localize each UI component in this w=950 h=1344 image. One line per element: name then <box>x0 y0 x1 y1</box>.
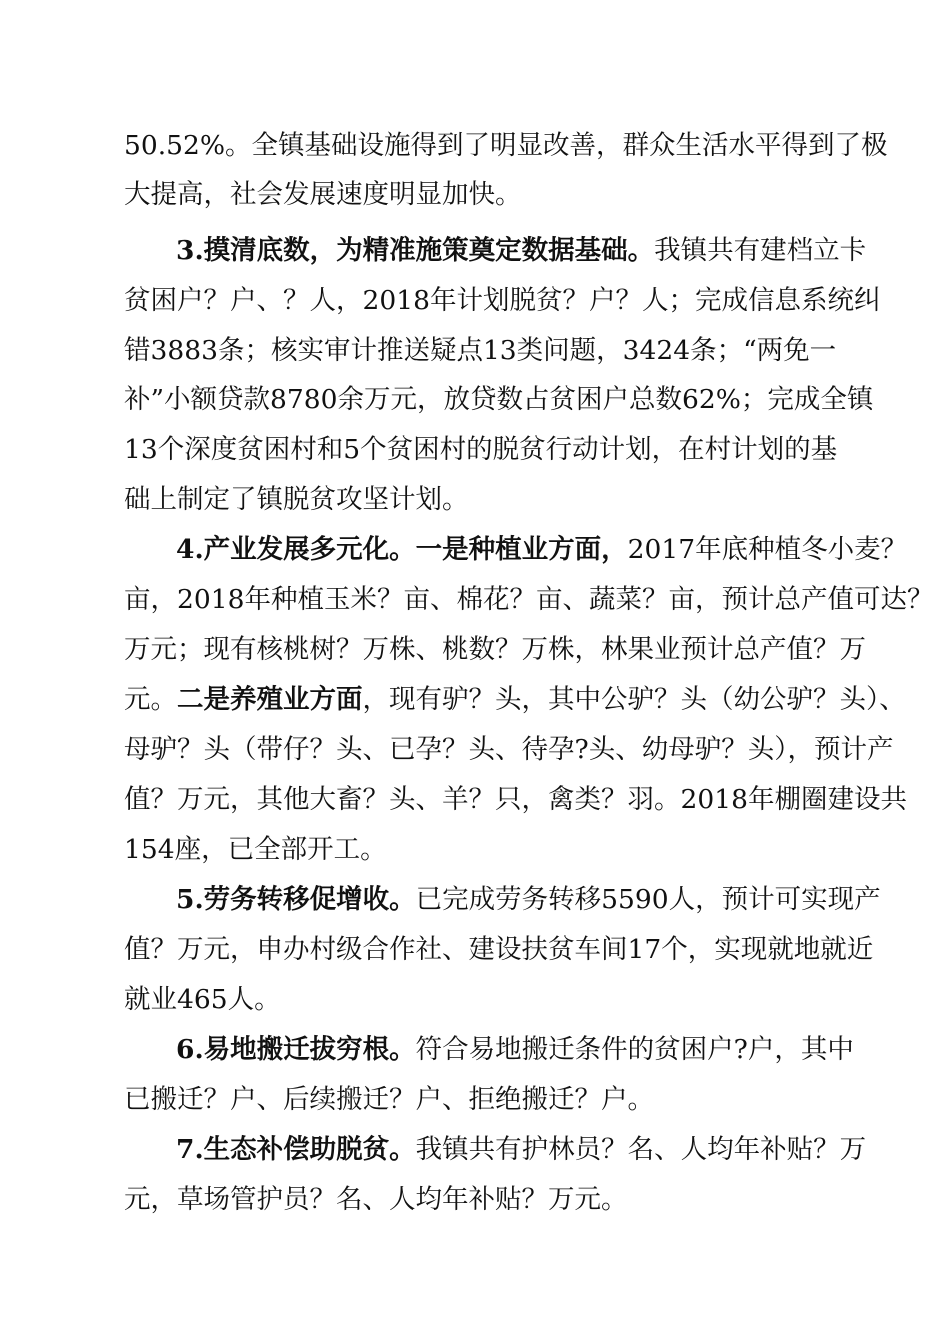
text-run: 2017年底种植冬小麦？ <box>627 534 908 565</box>
text-line <box>124 583 933 617</box>
text-line <box>124 334 836 368</box>
subheading: 二是养殖业方面 <box>177 684 363 715</box>
text-run: 元，草场管护员？名、人均年补贴？万元。 <box>124 1184 628 1215</box>
text-run: 元。 <box>124 684 177 715</box>
text-run: 大提高，社会发展速度明显加快。 <box>124 179 522 210</box>
text-line <box>124 129 888 163</box>
text-run: 我镇共有建档立卡 <box>654 235 867 266</box>
text-run: 错3883条；核实审计推送疑点13类问题，3424条；“两免一 <box>124 335 837 366</box>
text-line <box>124 833 387 867</box>
text-line <box>124 1183 628 1217</box>
text-line <box>124 633 866 667</box>
text-run: 就业465人。 <box>124 984 281 1015</box>
text-run: 贫困户？户、？人，2018年计划脱贫？户？人；完成信息系统纠 <box>124 285 881 316</box>
section-heading-line <box>176 533 907 567</box>
text-run: 154座，已全部开工。 <box>124 834 387 865</box>
section-heading-line <box>176 1133 866 1167</box>
section-heading: 4.产业发展多元化。一是种植业方面， <box>176 534 628 565</box>
section-heading: 5.劳务转移促增收。 <box>176 884 416 915</box>
section-heading-line <box>176 883 881 917</box>
section-heading: 7.生态补偿助脱贫。 <box>176 1134 416 1165</box>
text-run: 已搬迁？户、后续搬迁？户、拒绝搬迁？户。 <box>124 1084 654 1115</box>
text-line <box>124 433 837 467</box>
text-line <box>124 284 880 318</box>
text-line <box>124 383 873 417</box>
text-line <box>124 1083 654 1117</box>
text-run: 符合易地搬迁条件的贫困户?户，其中 <box>415 1034 854 1065</box>
text-run: 值？万元，其他大畜？头、羊？只，禽类？羽。2018年棚圈建设共 <box>124 784 907 815</box>
text-line <box>124 178 522 212</box>
text-run: 础上制定了镇脱贫攻坚计划。 <box>124 484 469 515</box>
text-line <box>124 483 469 517</box>
text-line <box>124 733 893 767</box>
text-run: 13个深度贫困村和5个贫困村的脱贫行动计划，在村计划的基 <box>124 434 838 465</box>
text-run: ，现有驴？头，其中公驴？头（幼公驴？头）、 <box>362 684 906 715</box>
text-line <box>124 783 907 817</box>
text-line <box>124 933 873 967</box>
text-run: 已完成劳务转移5590人，预计可实现产 <box>415 884 881 915</box>
text-line <box>124 683 906 717</box>
section-heading-line <box>176 1033 854 1067</box>
text-run: 50.52%。全镇基础设施得到了明显改善，群众生活水平得到了极 <box>124 130 888 161</box>
section-heading-line <box>176 234 866 268</box>
section-heading: 3.摸清底数，为精准施策奠定数据基础。 <box>176 235 655 266</box>
text-run: 母驴？头（带仔？头、已孕？头、待孕?头、幼母驴？头），预计产 <box>124 734 894 765</box>
text-run: 万元；现有核桃树？万株、桃数？万株，林果业预计总产值？万 <box>124 634 866 665</box>
text-run: 补”小额贷款8780余万元，放贷数占贫困户总数62%；完成全镇 <box>124 384 874 415</box>
text-run: 值？万元，申办村级合作社、建设扶贫车间17个，实现就地就近 <box>124 934 874 965</box>
text-run: 亩，2018年种植玉米？亩、棉花？亩、蔬菜？亩，预计总产值可达？ <box>124 584 934 615</box>
text-line <box>124 983 281 1017</box>
text-run: 我镇共有护林员？名、人均年补贴？万 <box>415 1134 867 1165</box>
section-heading: 6.易地搬迁拔穷根。 <box>176 1034 416 1065</box>
